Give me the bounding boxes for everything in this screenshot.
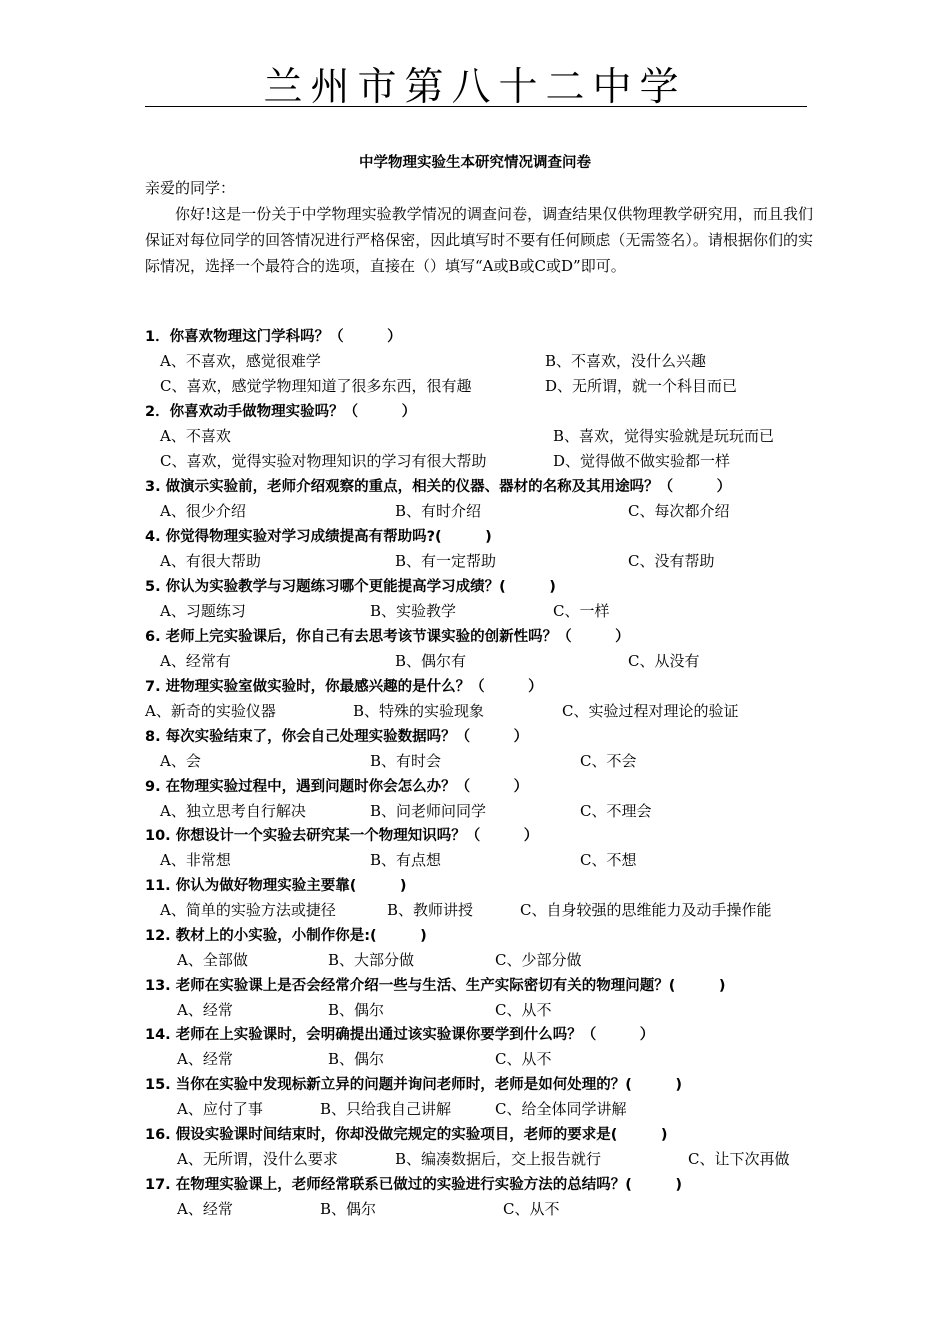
question-4: 4. 你觉得物理实验对学习成绩提高有帮助吗?( ) — [145, 529, 492, 545]
intro-paragraph: 你好!这是一份关于中学物理实验教学情况的调查问卷，调查结果仅供物理教学研究用，而且我们保证对每位同学的回答情况进行严格保密，因此填写时不要有任何顾虑（无需签名）。请根据你们的实际情况，选择一个最符合的选项，直接在（）填写“A或B或C或D”即可。 — [145, 205, 813, 275]
option-1b: B、不喜欢，没什么兴趣 — [545, 352, 707, 370]
question-11: 11. 你认为做好物理实验主要靠( ) — [145, 878, 407, 894]
option-8b: B、有时会 — [370, 752, 442, 770]
option-17a: A、经常 — [177, 1200, 233, 1218]
option-7a: A、新奇的实验仪器 — [145, 702, 276, 720]
question-5: 5. 你认为实验教学与习题练习哪个更能提高学习成绩？( ) — [145, 579, 556, 595]
question-13: 13. 老师在实验课上是否会经常介绍一些与生活、生产实际密切有关的物理问题？( ) — [145, 978, 726, 994]
option-8c: C、不会 — [580, 752, 637, 770]
question-12: 12. 教材上的小实验，小制作你是:( ) — [145, 928, 427, 944]
option-3c: C、每次都介绍 — [628, 502, 730, 520]
option-15c: C、给全体同学讲解 — [495, 1100, 627, 1118]
option-4b: B、有一定帮助 — [395, 552, 497, 570]
option-1d: D、无所谓，就一个科目而已 — [545, 377, 738, 395]
question-6: 6. 老师上完实验课后，你自己有去思考该节课实验的创新性吗？（ ） — [145, 629, 630, 645]
option-17c: C、从不 — [503, 1200, 560, 1218]
option-5c: C、一样 — [553, 602, 610, 620]
question-15: 15. 当你在实验中发现标新立异的问题并询问老师时，老师是如何处理的？( ) — [145, 1077, 682, 1093]
option-12a: A、全部做 — [177, 951, 248, 969]
option-12c: C、少部分做 — [495, 951, 582, 969]
option-15a: A、应付了事 — [177, 1100, 263, 1118]
option-15b: B、只给我自己讲解 — [320, 1100, 452, 1118]
question-1: 1．你喜欢物理这门学科吗？（ ） — [145, 329, 402, 345]
option-2d: D、觉得做不做实验都一样 — [553, 452, 731, 470]
option-2a: A、不喜欢 — [160, 427, 231, 445]
option-10c: C、不想 — [580, 851, 637, 869]
option-10a: A、非常想 — [160, 851, 231, 869]
option-14a: A、经常 — [177, 1050, 233, 1068]
option-13c: C、从不 — [495, 1001, 552, 1019]
option-16a: A、无所谓，没什么要求 — [177, 1150, 338, 1168]
greeting: 亲爱的同学： — [145, 179, 236, 197]
option-6c: C、从没有 — [628, 652, 700, 670]
question-16: 16. 假设实验课时间结束时，你却没做完规定的实验项目，老师的要求是( ) — [145, 1127, 668, 1143]
option-9c: C、不理会 — [580, 802, 652, 820]
option-9b: B、问老师问同学 — [370, 802, 487, 820]
option-6b: B、偶尔有 — [395, 652, 467, 670]
option-7b: B、特殊的实验现象 — [353, 702, 485, 720]
question-8: 8. 每次实验结束了，你会自己处理实验数据吗？（ ） — [145, 729, 529, 745]
option-4a: A、有很大帮助 — [160, 552, 261, 570]
school-name: 兰州市第八十二中学 — [263, 65, 687, 110]
option-2b: B、喜欢，觉得实验就是玩玩而已 — [553, 427, 775, 445]
option-8a: A、会 — [160, 752, 201, 770]
question-2: 2．你喜欢动手做物理实验吗？（ ） — [145, 404, 417, 420]
option-16c: C、让下次再做 — [688, 1150, 790, 1168]
option-9a: A、独立思考自行解决 — [160, 802, 306, 820]
option-5b: B、实验教学 — [370, 602, 457, 620]
option-7c: C、实验过程对理论的验证 — [562, 702, 739, 720]
option-13a: A、经常 — [177, 1001, 233, 1019]
option-1c: C、喜欢，感觉学物理知道了很多东西，很有趣 — [160, 377, 472, 395]
option-13b: B、偶尔 — [328, 1001, 385, 1019]
option-6a: A、经常有 — [160, 652, 231, 670]
option-4c: C、没有帮助 — [628, 552, 715, 570]
header-rule — [145, 106, 807, 107]
option-11c: C、自身较强的思维能力及动手操作能 — [520, 901, 772, 919]
option-3a: A、很少介绍 — [160, 502, 246, 520]
option-12b: B、大部分做 — [328, 951, 415, 969]
survey-title: 中学物理实验生本研究情况调查问卷 — [359, 155, 591, 171]
question-17: 17. 在物理实验课上，老师经常联系已做过的实验进行实验方法的总结吗？( ) — [145, 1177, 682, 1193]
option-17b: B、偶尔 — [320, 1200, 377, 1218]
option-1a: A、不喜欢，感觉很难学 — [160, 352, 321, 370]
question-10: 10. 你想设计一个实验去研究某一个物理知识吗？（ ） — [145, 828, 539, 844]
option-3b: B、有时介绍 — [395, 502, 482, 520]
option-14b: B、偶尔 — [328, 1050, 385, 1068]
question-14: 14. 老师在上实验课时，会明确提出通过该实验课你要学到什么吗？（ ） — [145, 1027, 655, 1043]
option-5a: A、习题练习 — [160, 602, 246, 620]
option-16b: B、编凑数据后，交上报告就行 — [395, 1150, 602, 1168]
question-9: 9. 在物理实验过程中，遇到问题时你会怎么办？（ ） — [145, 779, 529, 795]
option-10b: B、有点想 — [370, 851, 442, 869]
option-11b: B、教师讲授 — [387, 901, 474, 919]
question-3: 3. 做演示实验前，老师介绍观察的重点，相关的仪器、器材的名称及其用途吗？（ ） — [145, 479, 732, 495]
option-14c: C、从不 — [495, 1050, 552, 1068]
question-7: 7. 进物理实验室做实验时，你最感兴趣的是什么？（ ） — [145, 679, 543, 695]
option-2c: C、喜欢，觉得实验对物理知识的学习有很大帮助 — [160, 452, 487, 470]
option-11a: A、简单的实验方法或捷径 — [160, 901, 336, 919]
